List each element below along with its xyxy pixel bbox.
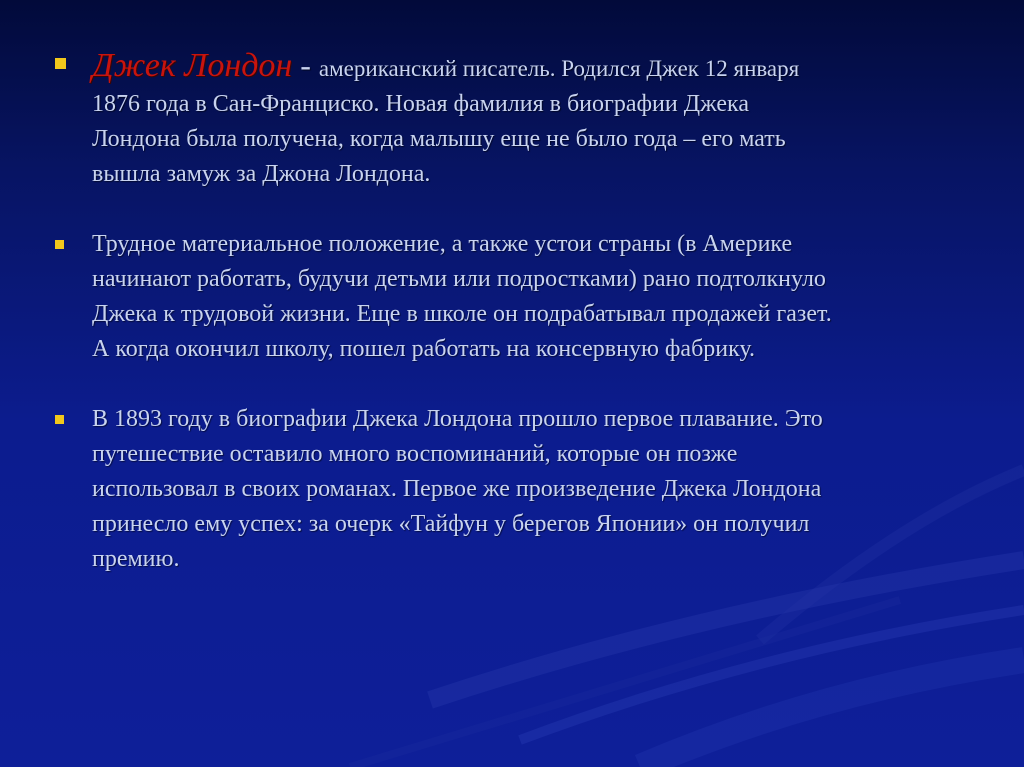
bullet-line: премию. xyxy=(92,546,180,572)
bullet-line: использовал в своих романах. Первое же произведение Джека Лондона xyxy=(92,476,822,502)
bullet-item xyxy=(55,48,955,192)
name-dash: - xyxy=(292,47,319,83)
bullet-line: начинают работать, будучи детьми или подростками) рано подтолкнуло xyxy=(92,266,826,292)
bullet-line: 1876 года в Сан-Франциско. Новая фамилия в биографии Джека xyxy=(92,91,749,117)
bullet-line: Джека к трудовой жизни. Еще в школе он подрабатывал продажей газет. xyxy=(92,301,832,327)
bullet-line: Лондона была получена, когда малышу еще не было года – его мать xyxy=(92,126,786,152)
bullet-square-icon xyxy=(55,58,66,69)
bullet-text: американский писатель. Родился Джек 12 января xyxy=(318,56,800,81)
bullet-item xyxy=(55,227,955,367)
bullet-line: А когда окончил школу, пошел работать на консервную фабрику. xyxy=(92,336,756,362)
bullet-line xyxy=(92,48,955,87)
bullet-square-icon xyxy=(55,240,64,249)
bullet-line: В 1893 году в биографии Джека Лондона прошло первое плавание. Это xyxy=(92,406,823,432)
bullet-line: принесло ему успех: за очерк «Тайфун у берегов Японии» он получил xyxy=(92,511,810,537)
author-name: Джек Лондон xyxy=(92,47,293,84)
bullet-square-icon xyxy=(55,415,64,424)
bullet-line: путешествие оставило много воспоминаний, которые он позже xyxy=(92,441,738,467)
bullet-item xyxy=(55,402,955,577)
bullet-line: вышла замуж за Джона Лондона. xyxy=(92,161,431,187)
bullet-line: Трудное материальное положение, а также устои страны (в Америке xyxy=(92,231,793,257)
bullet-list xyxy=(55,48,955,612)
